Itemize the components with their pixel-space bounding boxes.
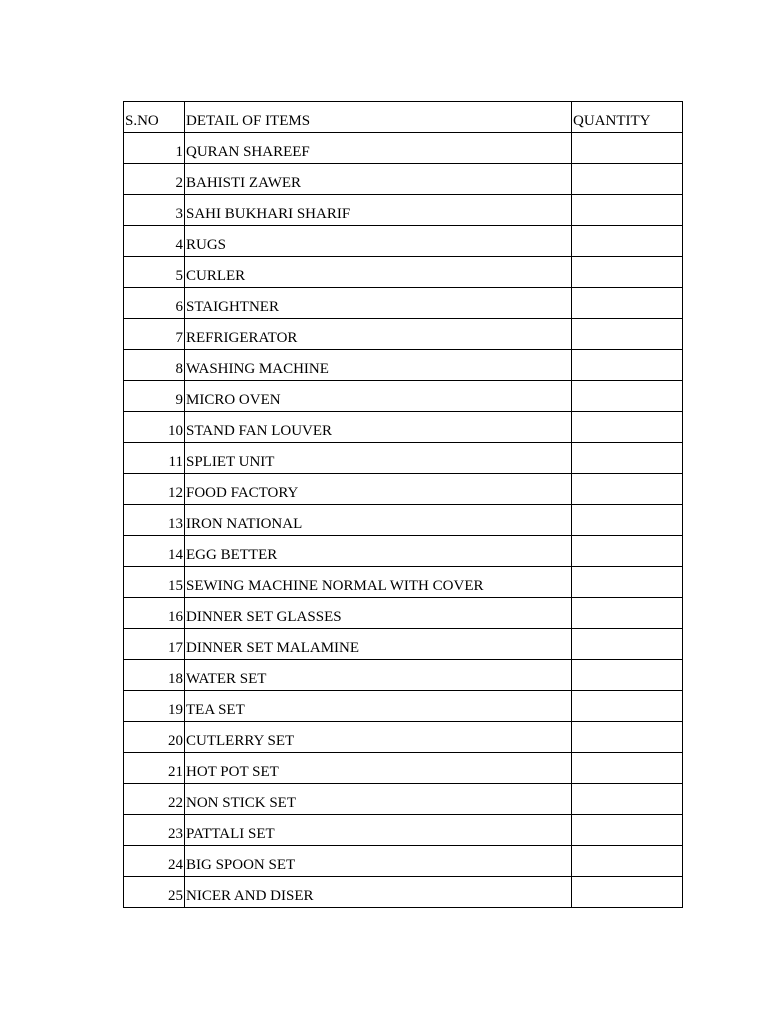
row-item-detail: STAIGHTNER xyxy=(185,288,572,319)
row-item-detail: WASHING MACHINE xyxy=(185,350,572,381)
row-item-detail: MICRO OVEN xyxy=(185,381,572,412)
row-item-detail: DINNER SET MALAMINE xyxy=(185,629,572,660)
row-quantity-cell xyxy=(572,846,683,877)
row-serial-number: 17 xyxy=(124,629,185,660)
table-row xyxy=(124,784,683,815)
row-quantity-cell xyxy=(572,288,683,319)
row-item-detail: SPLIET UNIT xyxy=(185,443,572,474)
table-row xyxy=(124,846,683,877)
row-item-detail: STAND FAN LOUVER xyxy=(185,412,572,443)
row-quantity-cell xyxy=(572,536,683,567)
row-quantity-cell xyxy=(572,195,683,226)
row-serial-number: 15 xyxy=(124,567,185,598)
row-serial-number: 11 xyxy=(124,443,185,474)
row-quantity-cell xyxy=(572,505,683,536)
row-item-detail: HOT POT SET xyxy=(185,753,572,784)
row-serial-number: 10 xyxy=(124,412,185,443)
row-serial-number: 21 xyxy=(124,753,185,784)
row-quantity-cell xyxy=(572,691,683,722)
row-serial-number: 5 xyxy=(124,257,185,288)
table-row xyxy=(124,195,683,226)
row-item-detail: IRON NATIONAL xyxy=(185,505,572,536)
table-row xyxy=(124,722,683,753)
row-item-detail: CUTLERRY SET xyxy=(185,722,572,753)
row-item-detail: NON STICK SET xyxy=(185,784,572,815)
row-serial-number: 1 xyxy=(124,133,185,164)
row-quantity-cell xyxy=(572,660,683,691)
row-quantity-cell xyxy=(572,350,683,381)
table-row xyxy=(124,660,683,691)
row-quantity-cell xyxy=(572,226,683,257)
row-item-detail: FOOD FACTORY xyxy=(185,474,572,505)
table-row xyxy=(124,598,683,629)
row-serial-number: 23 xyxy=(124,815,185,846)
row-item-detail: QURAN SHAREEF xyxy=(185,133,572,164)
table-row xyxy=(124,288,683,319)
row-quantity-cell xyxy=(572,257,683,288)
items-sheet xyxy=(123,101,682,908)
table-row xyxy=(124,536,683,567)
row-item-detail: RUGS xyxy=(185,226,572,257)
row-serial-number: 19 xyxy=(124,691,185,722)
items-table xyxy=(123,101,683,908)
row-serial-number: 3 xyxy=(124,195,185,226)
table-row xyxy=(124,164,683,195)
row-quantity-cell xyxy=(572,381,683,412)
row-item-detail: EGG BETTER xyxy=(185,536,572,567)
row-serial-number: 20 xyxy=(124,722,185,753)
table-row xyxy=(124,350,683,381)
table-row xyxy=(124,753,683,784)
row-serial-number: 13 xyxy=(124,505,185,536)
row-serial-number: 12 xyxy=(124,474,185,505)
row-serial-number: 16 xyxy=(124,598,185,629)
row-quantity-cell xyxy=(572,567,683,598)
table-row xyxy=(124,412,683,443)
row-serial-number: 14 xyxy=(124,536,185,567)
row-serial-number: 6 xyxy=(124,288,185,319)
row-quantity-cell xyxy=(572,598,683,629)
row-item-detail: NICER AND DISER xyxy=(185,877,572,908)
header-sno: S.NO xyxy=(124,102,185,133)
row-quantity-cell xyxy=(572,753,683,784)
row-quantity-cell xyxy=(572,877,683,908)
row-quantity-cell xyxy=(572,319,683,350)
table-row xyxy=(124,567,683,598)
row-item-detail: REFRIGERATOR xyxy=(185,319,572,350)
table-row xyxy=(124,226,683,257)
row-serial-number: 2 xyxy=(124,164,185,195)
row-item-detail: CURLER xyxy=(185,257,572,288)
row-quantity-cell xyxy=(572,815,683,846)
row-item-detail: PATTALI SET xyxy=(185,815,572,846)
row-item-detail: SEWING MACHINE NORMAL WITH COVER xyxy=(185,567,572,598)
table-row xyxy=(124,505,683,536)
row-item-detail: SAHI BUKHARI SHARIF xyxy=(185,195,572,226)
row-quantity-cell xyxy=(572,164,683,195)
row-quantity-cell xyxy=(572,629,683,660)
row-item-detail: BAHISTI ZAWER xyxy=(185,164,572,195)
table-row xyxy=(124,877,683,908)
row-serial-number: 8 xyxy=(124,350,185,381)
row-quantity-cell xyxy=(572,784,683,815)
row-quantity-cell xyxy=(572,722,683,753)
header-detail-of-items: DETAIL OF ITEMS xyxy=(185,102,572,133)
table-row xyxy=(124,257,683,288)
items-table-body xyxy=(124,102,683,908)
row-serial-number: 22 xyxy=(124,784,185,815)
header-quantity: QUANTITY xyxy=(572,102,683,133)
row-serial-number: 25 xyxy=(124,877,185,908)
table-header-row xyxy=(124,102,683,133)
table-row xyxy=(124,443,683,474)
table-row xyxy=(124,133,683,164)
table-row xyxy=(124,381,683,412)
row-serial-number: 18 xyxy=(124,660,185,691)
table-row xyxy=(124,691,683,722)
table-row xyxy=(124,474,683,505)
table-row xyxy=(124,815,683,846)
table-row xyxy=(124,319,683,350)
row-serial-number: 9 xyxy=(124,381,185,412)
row-quantity-cell xyxy=(572,412,683,443)
row-quantity-cell xyxy=(572,443,683,474)
row-item-detail: DINNER SET GLASSES xyxy=(185,598,572,629)
table-row xyxy=(124,629,683,660)
row-serial-number: 7 xyxy=(124,319,185,350)
row-item-detail: BIG SPOON SET xyxy=(185,846,572,877)
row-item-detail: TEA SET xyxy=(185,691,572,722)
row-serial-number: 24 xyxy=(124,846,185,877)
row-item-detail: WATER SET xyxy=(185,660,572,691)
row-serial-number: 4 xyxy=(124,226,185,257)
row-quantity-cell xyxy=(572,474,683,505)
row-quantity-cell xyxy=(572,133,683,164)
